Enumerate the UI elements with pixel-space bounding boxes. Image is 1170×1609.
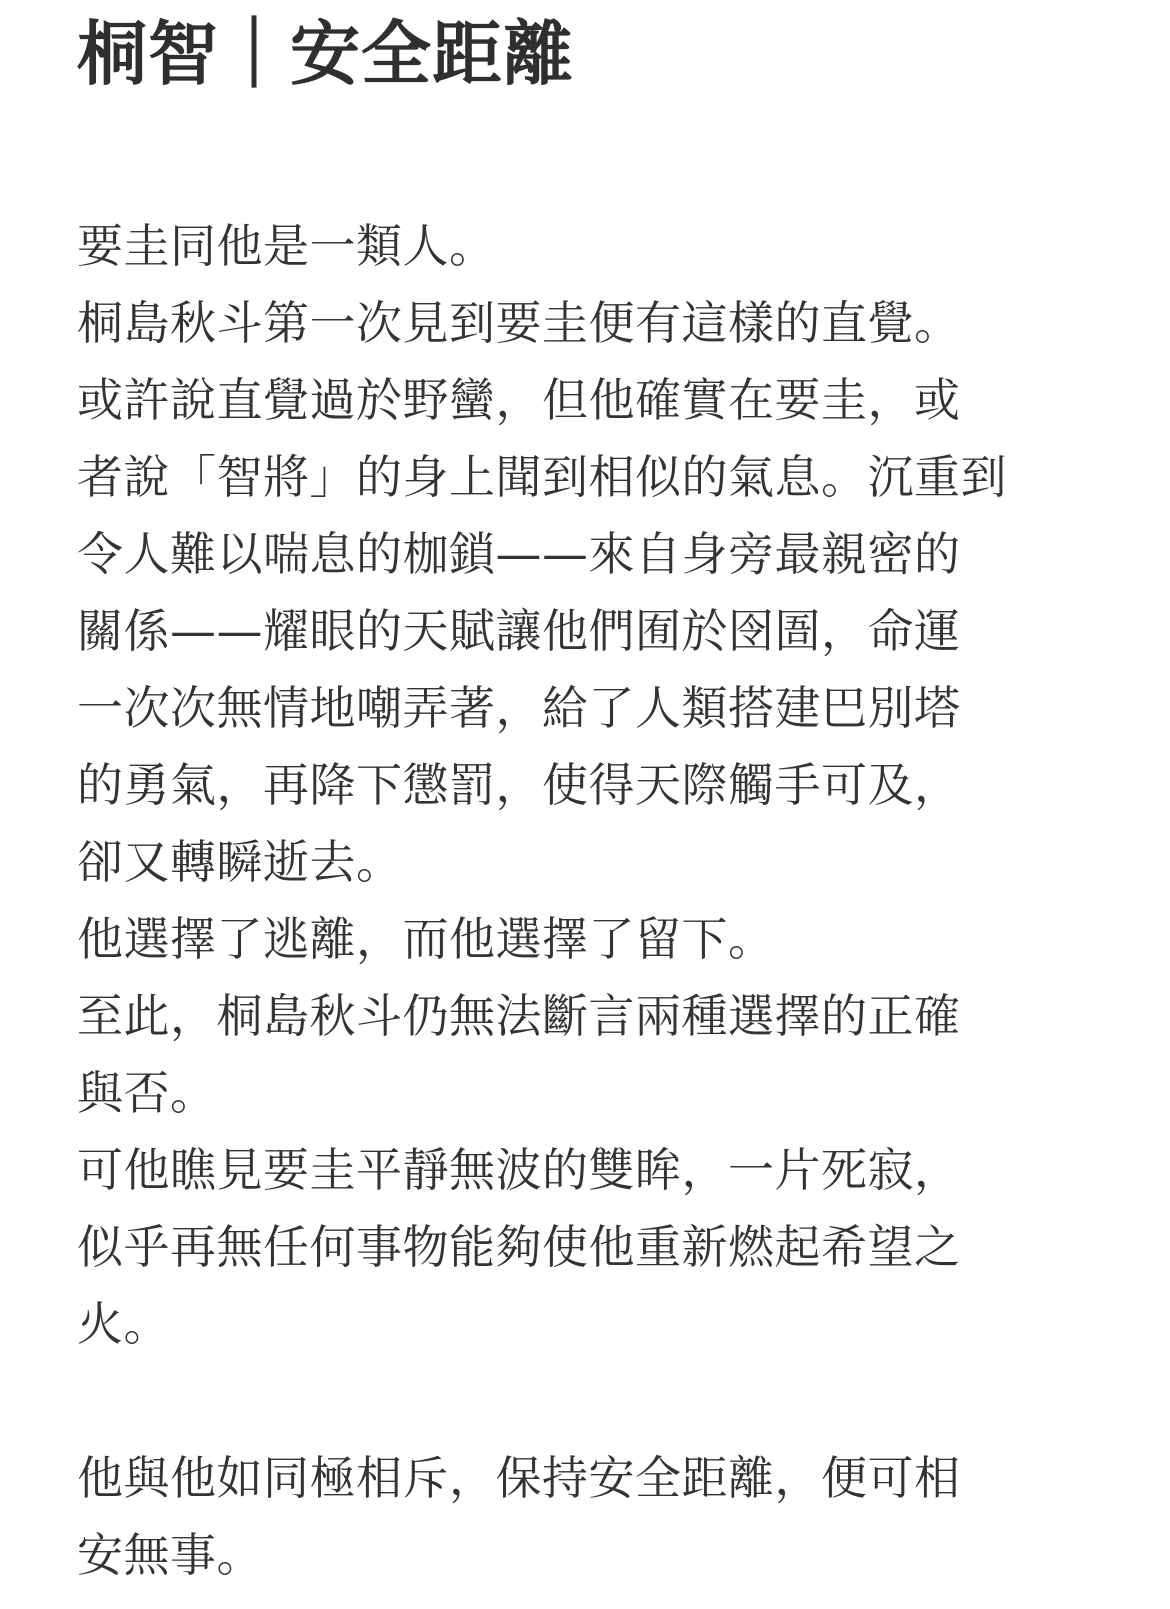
text-line: 的勇氣，再降下懲罰，使得天際觸手可及， [77, 758, 961, 812]
paragraph-gap [77, 1363, 1097, 1440]
article-title: 桐智｜安全距離 [77, 13, 574, 95]
text-line: 一次次無情地嘲弄著，給了人類搭建巴別塔 [77, 681, 961, 735]
text-line: 與否。 [77, 1066, 217, 1120]
text-line: 要圭同他是一類人。 [77, 219, 496, 273]
text-line: 可他瞧見要圭平靜無波的雙眸，一片死寂， [77, 1143, 961, 1197]
text-line: 令人難以喘息的枷鎖——來自身旁最親密的 [77, 527, 961, 581]
text-line: 桐島秋斗第一次見到要圭便有這樣的直覺。 [77, 296, 961, 350]
text-line: 他與他如同極相斥，保持安全距離，便可相 [77, 1451, 961, 1505]
article [77, 0, 1097, 1594]
text-line: 似乎再無任何事物能夠使他重新燃起希望之 [77, 1220, 961, 1274]
text-line: 卻又轉瞬逝去。 [77, 835, 403, 889]
text-line: 安無事。 [77, 1528, 263, 1582]
text-line: 者說「智將」的身上聞到相似的氣息。沉重到 [77, 450, 1007, 504]
text-line: 火。 [77, 1297, 170, 1351]
text-line: 或許說直覺過於野蠻，但他確實在要圭，或 [77, 373, 961, 427]
text-line: 至此，桐島秋斗仍無法斷言兩種選擇的正確 [77, 989, 961, 1043]
text-line: 關係——耀眼的天賦讓他們囿於囹圄，命運 [77, 604, 961, 658]
text-line: 他選擇了逃離，而他選擇了留下。 [77, 912, 775, 966]
article-body [77, 208, 1097, 1594]
